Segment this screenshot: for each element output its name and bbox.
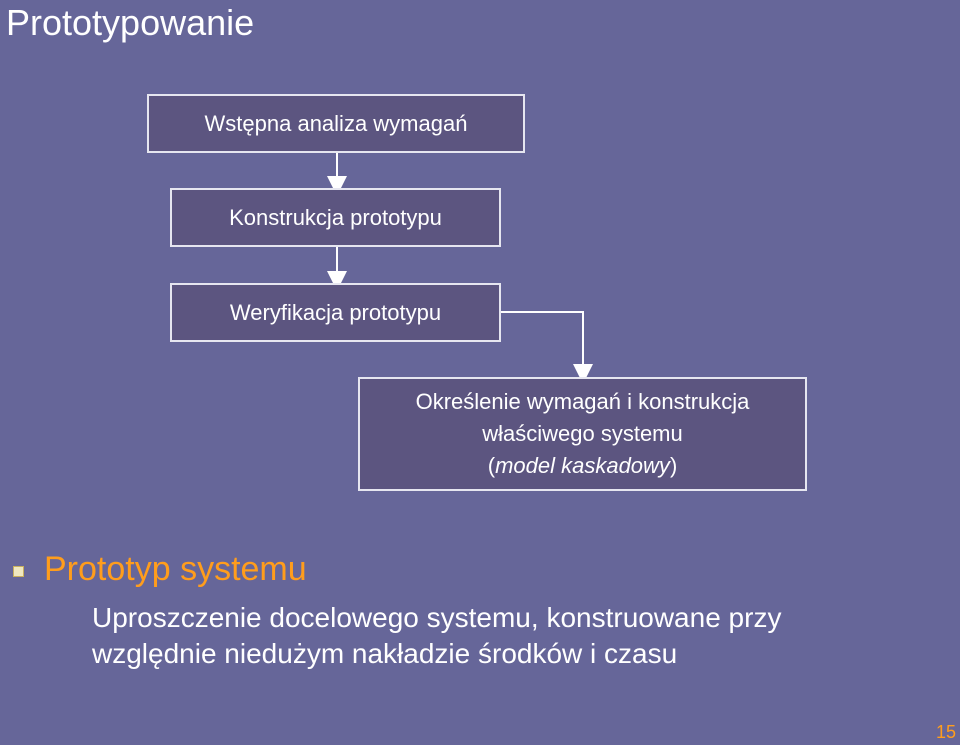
step-box-prototype-construction <box>170 188 501 247</box>
step-label-line3: (model kaskadowy) <box>487 453 678 478</box>
step-label-line1: Określenie wymagań i konstrukcja <box>415 389 750 414</box>
section-description <box>92 600 781 672</box>
waterfall-model-label: model kaskadowy <box>495 453 670 478</box>
bullet-icon <box>13 566 24 577</box>
step-label: Weryfikacja prototypu <box>229 299 442 325</box>
description-line1: Uproszczenie docelowego systemu, konstruowane przy <box>92 602 782 633</box>
description-line2: względnie niedużym nakładzie środków i czasu <box>92 638 678 669</box>
page-number: 15 <box>935 722 956 742</box>
step-box-final-system <box>358 377 807 491</box>
section-heading: Prototyp systemu <box>44 550 307 588</box>
slide-title: Prototypowanie <box>6 2 255 43</box>
step-label: Wstępna analiza wymagań <box>204 110 468 136</box>
step-label-line2: właściwego systemu <box>482 421 683 446</box>
arrow-step3-to-step4 <box>501 312 583 374</box>
step-box-prototype-verification <box>170 283 501 342</box>
step-label: Konstrukcja prototypu <box>229 204 442 230</box>
step-box-initial-analysis <box>147 94 525 153</box>
